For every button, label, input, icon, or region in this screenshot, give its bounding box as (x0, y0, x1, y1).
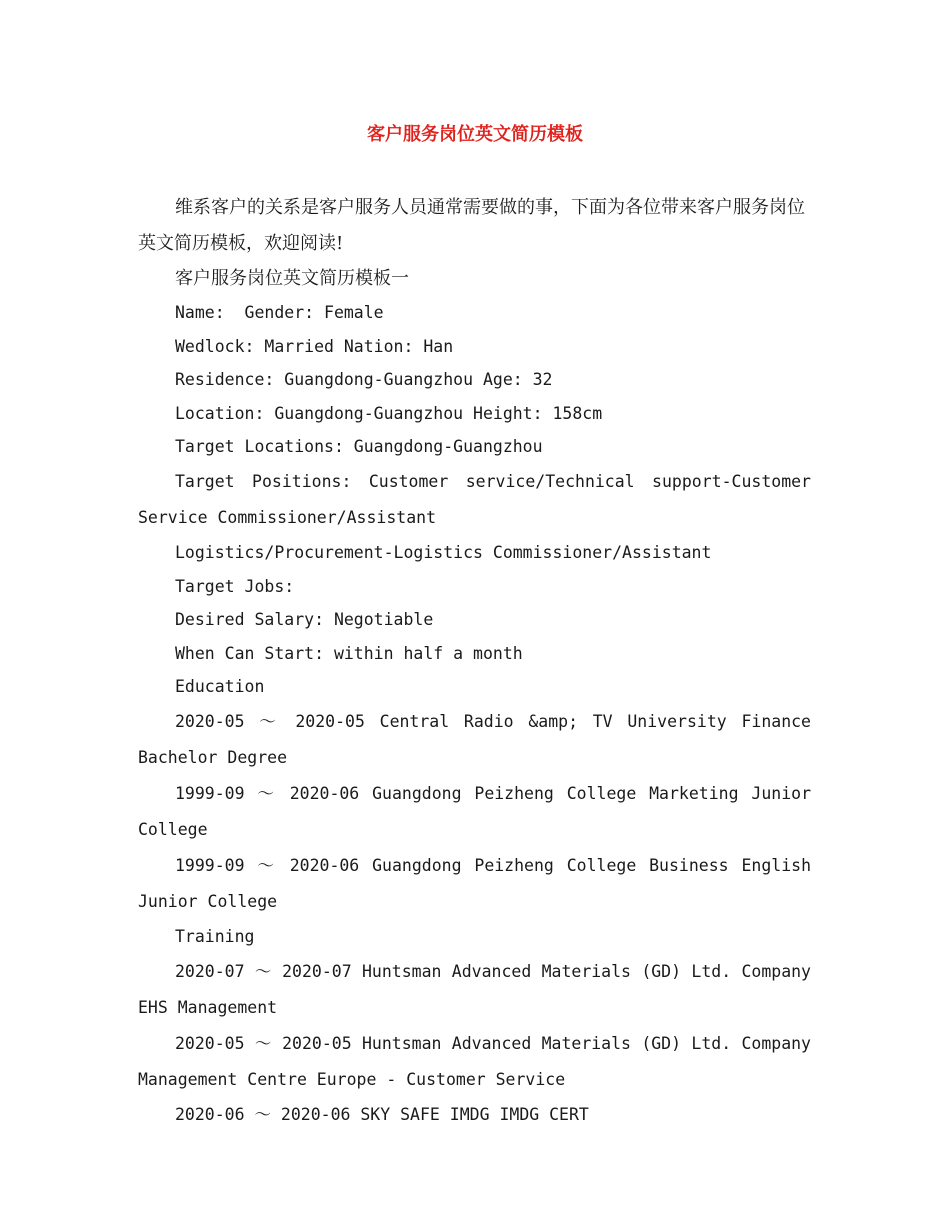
start-time-line: When Can Start: within half a month (175, 643, 523, 663)
education-heading: Education (175, 677, 265, 697)
training-item: 2020-05 ～ 2020-05 Huntsman Advanced Materials (GD) Ltd. Company Management Centre Europe - Customer Service (138, 1033, 821, 1089)
education-item: 1999-09 ～ 2020-06 Guangdong Peizheng College Marketing Junior College (138, 783, 821, 839)
target-locations-line: Target Locations: Guangdong-Guangzhou (175, 437, 543, 457)
training-item: 2020-06 ～ 2020-06 SKY SAFE IMDG IMDG CERT (175, 1104, 589, 1124)
logistics-line: Logistics/Procurement-Logistics Commissioner/Assistant (175, 542, 712, 562)
desired-salary-line: Desired Salary: Negotiable (175, 610, 434, 630)
target-positions-line: Target Positions: Customer service/Technical support-Customer Service Commissioner/Assistant (138, 471, 821, 527)
training-item: 2020-07 ～ 2020-07 Huntsman Advanced Materials (GD) Ltd. Company EHS Management (138, 961, 821, 1017)
target-jobs-line: Target Jobs: (175, 576, 295, 596)
education-item: 2020-05 ～ 2020-05 Central Radio &amp; TV University Finance Bachelor Degree (138, 711, 821, 767)
education-item: 1999-09 ～ 2020-06 Guangdong Peizheng College Business English Junior College (138, 855, 821, 911)
name-gender-line: Name: Gender: Female (175, 303, 384, 322)
wedlock-nation-line: Wedlock: Married Nation: Han (175, 336, 454, 356)
location-height-line: Location: Guangdong-Guangzhou Height: 158cm (175, 403, 603, 423)
section-heading-template-one: 客户服务岗位英文简历模板一 (175, 268, 409, 289)
residence-age-line: Residence: Guangdong-Guangzhou Age: 32 (175, 370, 553, 390)
document-title: 客户服务岗位英文简历模板 (367, 124, 583, 145)
intro-paragraph: 维系客户的关系是客户服务人员通常需要做的事，下面为各位带来客户服务岗位英文简历模板，欢迎阅读! (138, 197, 805, 254)
training-heading: Training (175, 926, 255, 946)
document-body (138, 190, 821, 1131)
